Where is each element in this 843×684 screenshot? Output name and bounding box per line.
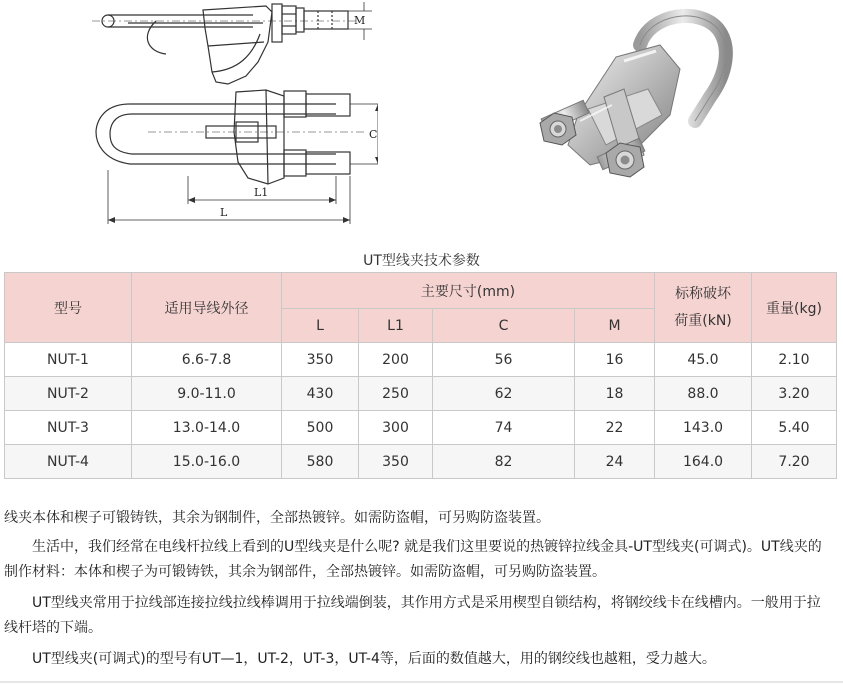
header-breaking-load: 标称破坏荷重(kN): [655, 273, 752, 343]
cell-l1: 300: [359, 411, 433, 445]
table-row: [5, 377, 837, 411]
technical-drawing: [88, 2, 378, 227]
table-row: [5, 411, 837, 445]
table-header-row: [5, 273, 837, 309]
cell-l: 580: [282, 445, 359, 479]
header-weight: 重量(kg): [752, 273, 837, 343]
header-model: 型号: [5, 273, 132, 343]
cell-load: 88.0: [655, 377, 752, 411]
cell-l: 500: [282, 411, 359, 445]
cell-model: NUT-1: [5, 343, 132, 377]
dim-label-c: C: [369, 128, 378, 141]
paragraph-models: UT型线夹(可调式)的型号有UT—1，UT-2，UT-3，UT-4等，后面的数值越大，用的钢绞线也越粗，受力越大。: [32, 651, 716, 667]
table-row: [5, 343, 837, 377]
cell-l: 350: [282, 343, 359, 377]
spec-table: [4, 272, 837, 479]
table-row: [5, 445, 837, 479]
bottom-divider: [0, 681, 843, 683]
cell-load: 143.0: [655, 411, 752, 445]
product-figures: [0, 0, 843, 245]
paragraph-usage: UT型线夹常用于拉线部连接拉线拉线棒调用于拉线端倒装，其作用方式是采用楔型自锁结构，将钢绞线卡在线槽内。一般用于拉线杆塔的下端。: [4, 595, 821, 636]
dim-label-l1: L1: [254, 186, 269, 199]
cell-load: 164.0: [655, 445, 752, 479]
header-dim-m: M: [575, 309, 655, 343]
header-dim-l: L: [282, 309, 359, 343]
header-dim-l1: L1: [359, 309, 433, 343]
cell-m: 16: [575, 343, 655, 377]
cell-model: NUT-4: [5, 445, 132, 479]
paragraph-materials: 线夹本体和楔子可锻铸铁，其余为钢制件，全部热镀锌。如需防盗帽，可另购防盗装置。: [4, 510, 550, 526]
cell-c: 62: [433, 377, 575, 411]
cell-weight: 5.40: [752, 411, 837, 445]
cell-c: 74: [433, 411, 575, 445]
cell-weight: 7.20: [752, 445, 837, 479]
cell-m: 22: [575, 411, 655, 445]
header-main-dims: 主要尺寸(mm): [282, 273, 655, 309]
header-dim-c: C: [433, 309, 575, 343]
cell-weight: 3.20: [752, 377, 837, 411]
cell-c: 82: [433, 445, 575, 479]
product-photo: [520, 5, 750, 190]
cell-c: 56: [433, 343, 575, 377]
cell-l1: 350: [359, 445, 433, 479]
header-conductor-od: 适用导线外径: [132, 273, 282, 343]
cell-model: NUT-2: [5, 377, 132, 411]
cell-od: 13.0-14.0: [132, 411, 282, 445]
table-caption: UT型线夹技术参数: [363, 253, 480, 269]
dim-label-l: L: [220, 206, 228, 219]
cell-od: 9.0-11.0: [132, 377, 282, 411]
cell-weight: 2.10: [752, 343, 837, 377]
cell-l: 430: [282, 377, 359, 411]
cell-model: NUT-3: [5, 411, 132, 445]
cell-od: 15.0-16.0: [132, 445, 282, 479]
cell-load: 45.0: [655, 343, 752, 377]
cell-l1: 200: [359, 343, 433, 377]
cell-od: 6.6-7.8: [132, 343, 282, 377]
cell-l1: 250: [359, 377, 433, 411]
paragraph-intro: 生活中，我们经常在电线杆拉线上看到的U型线夹是什么呢? 就是我们这里要说的热镀锌拉线金具-UT型线夹(可调式)。UT线夹的制作材料：本体和楔子为可锻铸铁，其余为钢部件，全部热镀锌。如需防盗帽，可另购防盗装置。: [4, 539, 822, 580]
dim-label-m: M: [354, 14, 366, 27]
cell-m: 18: [575, 377, 655, 411]
cell-m: 24: [575, 445, 655, 479]
